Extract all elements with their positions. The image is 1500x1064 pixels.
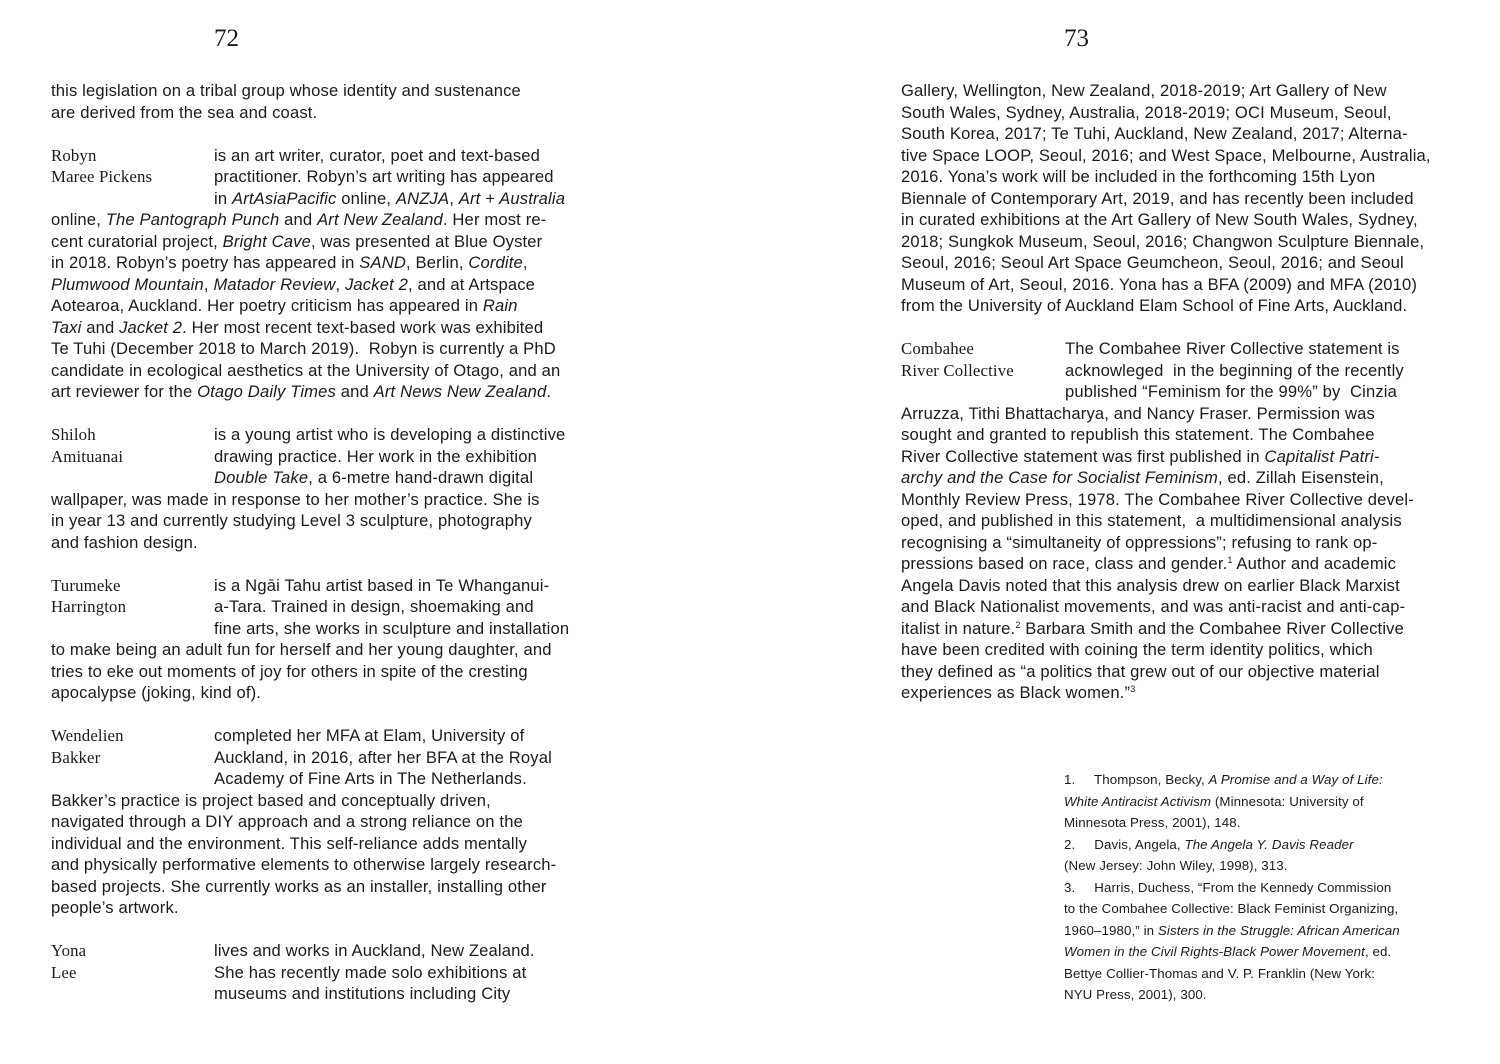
bio-line: Wendelien completed her MFA at Elam, University of xyxy=(51,726,525,745)
bio-line: Museum of Art, Seoul, 2016. Yona has a BFA (2009) and MFA (2010) xyxy=(901,274,1418,294)
entry-name: Shiloh xyxy=(51,425,96,444)
entry-name: Bakker xyxy=(51,747,101,767)
paragraph-gap xyxy=(901,317,1461,339)
bio-line: based projects. She currently works as an installer, installing other xyxy=(51,876,547,896)
bio-line: in ArtAsiaPacific online, ANZJA, Art + Australia xyxy=(214,188,566,208)
bio-line: wallpaper, was made in response to her mother’s practice. She is xyxy=(51,489,540,509)
bio-line: Double Take, a 6-metre hand-drawn digital xyxy=(214,468,534,487)
bio-line: museums and institutions including City xyxy=(214,984,511,1003)
footnote-line: Women in the Civil Rights-Black Power Movement, ed. xyxy=(1064,944,1392,959)
entry-line: oped, and published in this statement, a multidimensional analysis xyxy=(901,511,1402,530)
bio-line: in 2018. Robyn’s poetry has appeared in SAND, Berlin, Cordite, xyxy=(51,253,528,272)
bio-line: South Korea, 2017; Te Tuhi, Auckland, New Zealand, 2017; Alterna- xyxy=(901,124,1408,143)
entry-line: they defined as “a politics that grew out of our objective material xyxy=(901,661,1380,681)
bio-line: Shiloh is a young artist who is developing a distinctive xyxy=(51,425,566,444)
bio-line: Robyn is an art writer, curator, poet and text-based xyxy=(51,145,541,165)
bio-line: Harrington a-Tara. Trained in design, shoemaking and xyxy=(51,597,534,616)
right-page-body xyxy=(901,80,1461,704)
bio-line: in curated exhibitions at the Art Gallery of New South Wales, Sydney, xyxy=(901,210,1418,229)
entry-name: Harrington xyxy=(51,597,127,616)
bio-line: and physically performative elements to otherwise largely research- xyxy=(51,855,557,874)
paragraph-gap xyxy=(51,704,611,726)
footnotes xyxy=(1064,769,1464,1006)
bio-line: fine arts, she works in sculpture and installation xyxy=(214,618,570,638)
entry-line: sought and granted to republish this statement. The Combahee xyxy=(901,425,1375,444)
bio-line: Aotearoa, Auckland. Her poetry criticism has appeared in Rain xyxy=(51,296,518,315)
entry-line: have been credited with coining the term identity politics, which xyxy=(901,640,1373,659)
bio-line: and fashion design. xyxy=(51,532,198,552)
bio-line: Academy of Fine Arts in The Netherlands. xyxy=(214,769,527,788)
bio-line: Maree Pickens practitioner. Robyn’s art writing has appeared xyxy=(51,167,554,186)
bio-line: Seoul, 2016; Seoul Art Space Geumcheon, Seoul, 2016; and Seoul xyxy=(901,253,1404,272)
entry-line: Combahee The Combahee River Collective statement is xyxy=(901,339,1400,358)
entry-line: pressions based on race, class and gender.$^1$ Author and academic xyxy=(901,554,1397,573)
bio-line: Bakker’s practice is project based and conceptually driven, xyxy=(51,790,491,810)
intro-line: this legislation on a tribal group whose identity and sustenance xyxy=(51,81,521,100)
bio-line: Te Tuhi (December 2018 to March 2019). Robyn is currently a PhD xyxy=(51,339,556,358)
footnote-line: Bettye Collier-Thomas and V. P. Franklin (New York: xyxy=(1064,965,1376,981)
bio-line: in year 13 and currently studying Level 3 sculpture, photography xyxy=(51,511,532,530)
entry-name: Lee xyxy=(51,962,77,982)
bio-line: Taxi and Jacket 2. Her most recent text-based work was exhibited xyxy=(51,317,544,337)
footnote-line: to the Combahee Collective: Black Feminist Organizing, xyxy=(1064,901,1399,916)
footnote-ref: 2 xyxy=(1015,619,1021,630)
footnote-ref: 3 xyxy=(1130,684,1136,694)
footnote-line: (New Jersey: John Wiley, 1998), 313. xyxy=(1064,858,1288,873)
bio-line: individual and the environment. This self-reliance adds mentally xyxy=(51,833,528,853)
bio-line: Gallery, Wellington, New Zealand, 2018-2019; Art Gallery of New xyxy=(901,81,1387,100)
entry-line: and Black Nationalist movements, and was anti-racist and anti-cap- xyxy=(901,597,1406,616)
bio-line: navigated through a DIY approach and a strong reliance on the xyxy=(51,812,523,831)
bio-line: from the University of Auckland Elam School of Fine Arts, Auckland. xyxy=(901,296,1408,315)
bio-line: Plumwood Mountain, Matador Review, Jacket 2, and at Artspace xyxy=(51,274,536,294)
footnote-line: 3. Harris, Duchess, “From the Kennedy Commission xyxy=(1064,879,1392,895)
bio-line: candidate in ecological aesthetics at the University of Otago, and an xyxy=(51,360,561,380)
bio-line: tive Space LOOP, Seoul, 2016; and West Space, Melbourne, Australia, xyxy=(901,145,1431,165)
bio-line: Biennale of Contemporary Art, 2019, and has recently been included xyxy=(901,188,1414,208)
entry-line: River Collective statement was first published in Capitalist Patri- xyxy=(901,446,1380,466)
entry-line: Angela Davis noted that this analysis drew on earlier Black Marxist xyxy=(901,575,1400,595)
page-number-right: 73 xyxy=(1064,25,1089,52)
entry-name: Turumeke xyxy=(51,575,121,595)
bio-line: art reviewer for the Otago Daily Times and Art News New Zealand. xyxy=(51,382,552,401)
entry-name: Yona xyxy=(51,941,87,960)
entry-line: experiences as Black women.”$^3$ xyxy=(901,683,1136,702)
bio-line: apocalypse (joking, kind of). xyxy=(51,683,262,702)
entry-line: italist in nature.$^2$ Barbara Smith and the Combahee River Collective xyxy=(901,618,1404,638)
bio-line: Yona lives and works in Auckland, New Zealand. xyxy=(51,941,535,960)
bio-line: Bakker Auckland, in 2016, after her BFA at the Royal xyxy=(51,747,552,767)
entry-line: River Collective acknowleged in the beginning of the recently xyxy=(901,360,1404,380)
entry-line: archy and the Case for Socialist Feminism, ed. Zillah Eisenstein, xyxy=(901,468,1384,487)
footnote-line: Minnesota Press, 2001), 148. xyxy=(1064,815,1241,830)
bio-line: people’s artwork. xyxy=(51,898,179,917)
footnote-line: 1960–1980,” in Sisters in the Struggle: African American xyxy=(1064,922,1400,938)
entry-line: recognising a “simultaneity of oppressions”; refusing to rank op- xyxy=(901,532,1378,552)
entry-line: Arruzza, Tithi Bhattacharya, and Nancy Fraser. Permission was xyxy=(901,403,1375,423)
bio-line: 2018; Sungkok Museum, Seoul, 2016; Changwon Sculpture Biennale, xyxy=(901,231,1425,251)
paragraph-gap xyxy=(51,403,611,425)
entry-line: Monthly Review Press, 1978. The Combahee River Collective devel- xyxy=(901,489,1414,509)
entry-name: Combahee xyxy=(901,339,974,358)
bio-line: tries to eke out moments of joy for others in spite of the cresting xyxy=(51,661,528,681)
intro-line: are derived from the sea and coast. xyxy=(51,102,318,122)
bio-line: Lee She has recently made solo exhibitions at xyxy=(51,962,527,982)
bio-line: 2016. Yona’s work will be included in the forthcoming 15th Lyon xyxy=(901,167,1376,186)
footnote-line: White Antiracist Activism (Minnesota: University of xyxy=(1064,793,1364,809)
entry-name: River Collective xyxy=(901,360,1014,380)
bio-line: to make being an adult fun for herself and her young daughter, and xyxy=(51,640,552,659)
paragraph-gap xyxy=(51,553,611,575)
footnote-ref: 1 xyxy=(1227,555,1233,565)
paragraph-gap xyxy=(51,919,611,941)
bio-line: Amituanai drawing practice. Her work in the exhibition xyxy=(51,446,537,466)
left-page-body xyxy=(51,80,611,1005)
footnote-line: NYU Press, 2001), 300. xyxy=(1064,987,1207,1002)
paragraph-gap xyxy=(51,123,611,145)
bio-line: online, The Pantograph Punch and Art New Zealand. Her most re- xyxy=(51,210,547,229)
bio-line: South Wales, Sydney, Australia, 2018-2019; OCI Museum, Seoul, xyxy=(901,102,1392,122)
entry-name: Amituanai xyxy=(51,446,124,466)
entry-name: Wendelien xyxy=(51,726,124,745)
footnote-line: 2. Davis, Angela, The Angela Y. Davis Reader xyxy=(1064,836,1354,852)
entry-line: published “Feminism for the 99%” by Cinzia xyxy=(1065,382,1398,401)
entry-name: Maree Pickens xyxy=(51,167,153,186)
page-number-left: 72 xyxy=(214,25,239,52)
footnote-line: 1. Thompson, Becky, A Promise and a Way of Life: xyxy=(1064,772,1383,787)
entry-name: Robyn xyxy=(51,145,97,165)
bio-line: cent curatorial project, Bright Cave, was presented at Blue Oyster xyxy=(51,231,543,251)
bio-line: Turumeke is a Ngāi Tahu artist based in Te Whanganui- xyxy=(51,575,550,595)
